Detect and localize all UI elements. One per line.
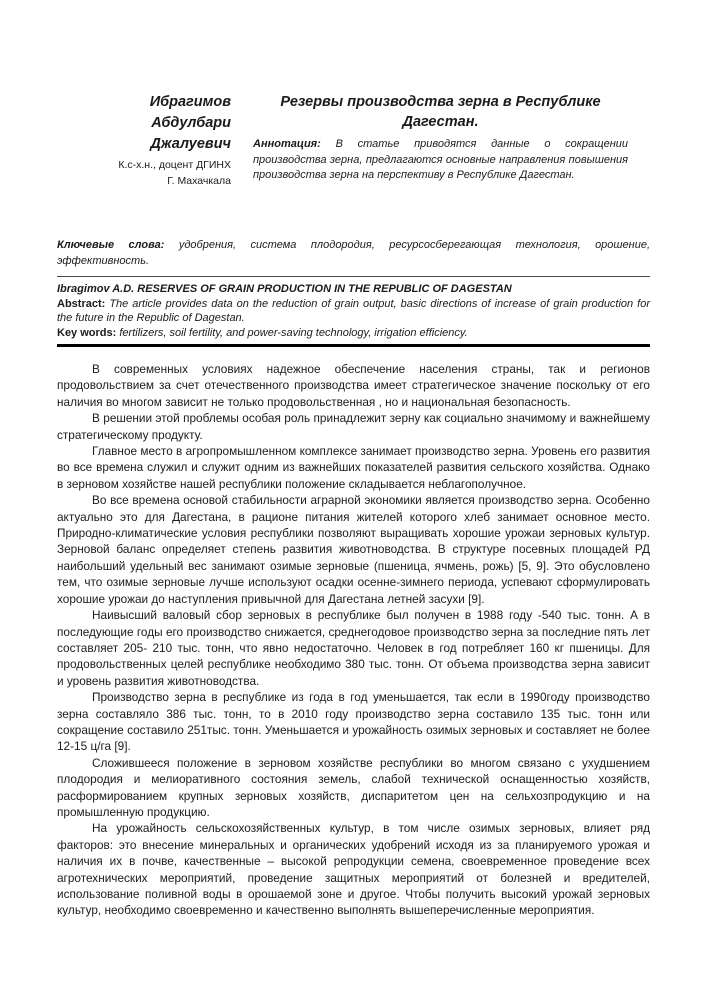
body-paragraph: Главное место в агропромышленном комплексе занимает производство зерна. Уровень его развития во все времена служил и служит одним из важнейших показателей развития сельского хозяйства. Однако в зерновом хозяйстве нашей республики положение складывается неблагополучное. bbox=[57, 444, 650, 491]
thick-divider bbox=[57, 344, 650, 347]
body-paragraph: На урожайность сельскохозяйственных культур, в том числе озимых зерновых, влияет ряд факторов: это внесение минеральных и органических удобрений исходя из за планируемого урожая и наличия их в почве, качественные – высокой репродукции семена, своевременное проведение всех агротехнических мероприятий, проведение защитных мероприятий от болезней и вредителей, использование поливной воды в орошаемой зоне и другое. Чтобы получить высокий урожай зерновых культур, необходимо своевременно и качественно выполнять вышеперечисленные мероприятия. bbox=[57, 821, 650, 918]
author-degree: К.с-х.н., доцент ДГИНХ bbox=[118, 159, 231, 171]
author-name-line: Ибрагимов bbox=[149, 94, 231, 110]
english-title: Ibragimov A.D. RESERVES OF GRAIN PRODUCTION IN THE REPUBLIC OF DAGESTAN bbox=[57, 283, 512, 295]
author-affiliation bbox=[57, 157, 231, 189]
body-paragraph: Во все времена основой стабильности аграрной экономики является производство зерна. Особенно актуально это для Дагестана, в рационе питания жителей которого хлеб занимает основное место. Природно-климатические условия республики позволяют выращивать хорошие урожаи зерновых культур. Зерновой баланс определяет степень развития животноводства. В структуре посевных площадей РД наибольший удельный вес занимают озимые зерновые (пшеница, ячмень, рожь) [5, 9]. Это обусловлено тем, что озимые зерновые лучше используют осадки осенне-зимнего периода, успевают сформулировать хорошие урожаи до наступления привычной для Дагестана летней засухи [9]. bbox=[57, 493, 650, 606]
annotation bbox=[253, 137, 628, 184]
english-abstract-label: Abstract: bbox=[57, 297, 106, 310]
english-keywords-text: fertilizers, soil fertility, and power-saving technology, irrigation efficiency. bbox=[119, 326, 468, 339]
english-section bbox=[57, 282, 650, 340]
english-keywords-label: Key words: bbox=[57, 326, 117, 339]
english-abstract-text: The article provides data on the reduction of grain output, basic directions of increase of grain production for the future in the Republic of Dagestan. bbox=[57, 297, 651, 324]
author-name-line: Абдулбари bbox=[151, 115, 231, 131]
author-name bbox=[57, 92, 231, 155]
keywords-text: удобрения, система плодородия, ресурсосберегающая технология, орошение, эффективность. bbox=[57, 239, 651, 267]
body-paragraph: В современных условиях надежное обеспечение населения страны, так и регионов продовольствием за счет отечественного производства имеет стратегическое значение поскольку от его наличия во многом зависит не только продовольственная , но и национальная безопасность. bbox=[57, 362, 650, 409]
thin-divider bbox=[57, 276, 650, 277]
body-paragraph: В решении этой проблемы особая роль принадлежит зерну как социально значимому и важнейшему стратегическому продукту. bbox=[57, 411, 650, 442]
english-keywords bbox=[57, 326, 650, 341]
body-paragraph: Наивысший валовый сбор зерновых в республике был получен в 1988 году -540 тыс. тонн. А в последующие годы его производство снижается, среднегодовое производство зерна за последние пять лет составляет 205- 210 тыс. тонн, что явно недостаточно. Человек в год потребляет 160 кг пшеницы. Для продовольственных целей республике необходимо 380 тыс. тонн. От объема производства зерна зависит и уровень развития животноводства. bbox=[57, 608, 650, 688]
annotation-label: Аннотация: bbox=[253, 138, 321, 150]
body-paragraph: Производство зерна в республике из года в год уменьшается, так если в 1990году производство зерна составляло 386 тыс. тонн, то в 2010 году производство зерна составило 135 тыс. тонн или сокращение составило 251тыс. тонн. Уменьшается и урожайность озимых зерновых и составляет не более 12-15 ц/га [9]. bbox=[57, 690, 650, 754]
author-block bbox=[57, 92, 231, 189]
article-body bbox=[57, 361, 650, 919]
title-block bbox=[253, 92, 628, 184]
paper-header bbox=[57, 92, 650, 189]
keywords-label: Ключевые слова: bbox=[57, 239, 165, 251]
article-title: Резервы производства зерна в Республике Дагестан. bbox=[280, 94, 601, 130]
author-city: Г. Махачкала bbox=[167, 175, 231, 187]
keywords bbox=[57, 237, 650, 269]
annotation-text: В статье приводятся данные о сокращении производства зерна, предлагаются основные направления повышения производства зерна на перспективу в Республике Дагестан. bbox=[253, 138, 628, 182]
english-abstract bbox=[57, 297, 650, 326]
body-paragraph: Сложившееся положение в зерновом хозяйстве республики во многом связано с ухудшением плодородия и мелиоративного состояния земель, слабой технической оснащенностью хозяйств, расформированием крупных зерновых хозяйств, диспаритетом цен на сельхозпродукцию и на промышленную продукцию. bbox=[57, 755, 650, 819]
author-name-line: Джалуевич bbox=[150, 136, 231, 152]
